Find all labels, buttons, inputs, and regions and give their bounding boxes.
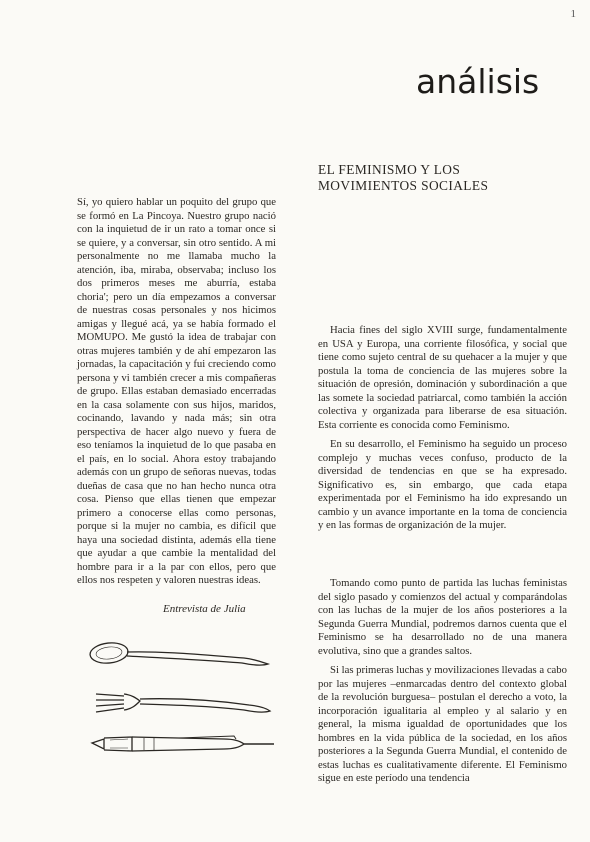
interview-column [77,196,276,594]
feminism-paragraph-1: Hacia fines del siglo XVIII surge, fundamentalmente en USA y Europa, una corriente filosófica, y social que tiene como sujeto central de su quehacer a la mujer y que postula la toma de conciencia de las mujeres sobre la situación de opresión, dominación y subordinación a que las somete la sociedad patriarcal, como también la acción colectiva y organizada para liberarse de esa situación. Esta corriente es conocida como Feminismo. [318,324,567,431]
page-number: 1 [570,8,576,20]
section-title: análisis [416,62,540,101]
interview-paragraph: Sí, yo quiero hablar un poquito del grupo que se formó en La Pincoya. Nuestro grupo nació con la inquietud de ir un rato a tomar once si se quiere, y a conversar, sin otro sentido. A mi personalmente no me llamaba mucho la atención, iba, miraba, observaba; incluso los dos primeros meses me aburría, estaba choria'; pero un día empezamos a conversar de nuestras cosas personales y nos hicimos amigas y llegué acá, ya se había formado el MOMUPO. Me gustó la idea de trabajar con otras mujeres también y de ahí empezaron las jornadas, la capacitación y fui creciendo como persona y vi también crecer a mis compañeras de grupo. Ellas estaban demasiado encerradas en la casa solamente con sus hijos, maridos, cocinando, lavando y nada más; sin otra perspectiva de hacer algo nuevo y fuera de eso teníamos la inquietud de lo que pasaba en el país, en lo social. Ahora estoy trabajando además con un grupo de señoras nuevas, todas dueñas de casa que no han hecho nunca otra cosa. Pienso que ellas tienen que empezar primero a conocerse ellas como personas, porque si la mujer no cambia, es difícil que haya una sociedad distinta, además ella tiene que ayudar a que cambie la mentalidad del hombre para ir a la par con ellos, pero que ellos nos respeten y valoren nuestras ideas. [77,196,276,586]
article-title-line-1: EL FEMINISMO Y LOS [318,162,461,177]
feminism-intro-column [318,324,567,539]
fork-icon [96,694,270,712]
article-title-line-2: MOVIMIENTOS SOCIALES [318,178,489,193]
spoon-icon [89,641,268,665]
feminism-paragraph-4: Si las primeras luchas y movilizaciones llevadas a cabo por las mujeres –enmarcadas dentro del contexto global de la revolución burguesa– postulan el derecho a voto, la incorporación igualitaria al empleo y al salario y en general, la misma igualdad de oportunidades que los hombres en la vida pública de la sociedad, en los años posteriores a la Segunda Guerra Mundial, el contenido de estas luchas es cualitativamente diferente. El Feminismo sigue en este período una tendencia [318,664,567,784]
feminism-paragraph-3: Tomando como punto de partida las luchas feministas del siglo pasado y comienzos del actual y comparándolas con las luchas de la mujer de los años posteriores a la Segunda Guerra Mundial, podremos darnos cuenta que el Feminismo se ha desarrollado no de una manera evolutiva, sino que a grandes saltos. [318,577,567,657]
feminism-history-column [318,577,567,792]
pen-icon [92,736,274,751]
interview-attribution: Entrevista de Julia [163,603,246,615]
feminism-paragraph-2: En su desarrollo, el Feminismo ha seguido un proceso complejo y muchas veces confuso, producto de la diversidad de tendencias en que se ha expresado. Significativo es, sin embargo, que cada etapa experimentada por el Feminismo ha ido expresando un cambio y un avance importante en la toma de conciencia y en las formas de organización de la mujer. [318,438,567,531]
cutlery-illustration [84,625,284,775]
article-title [318,162,568,194]
